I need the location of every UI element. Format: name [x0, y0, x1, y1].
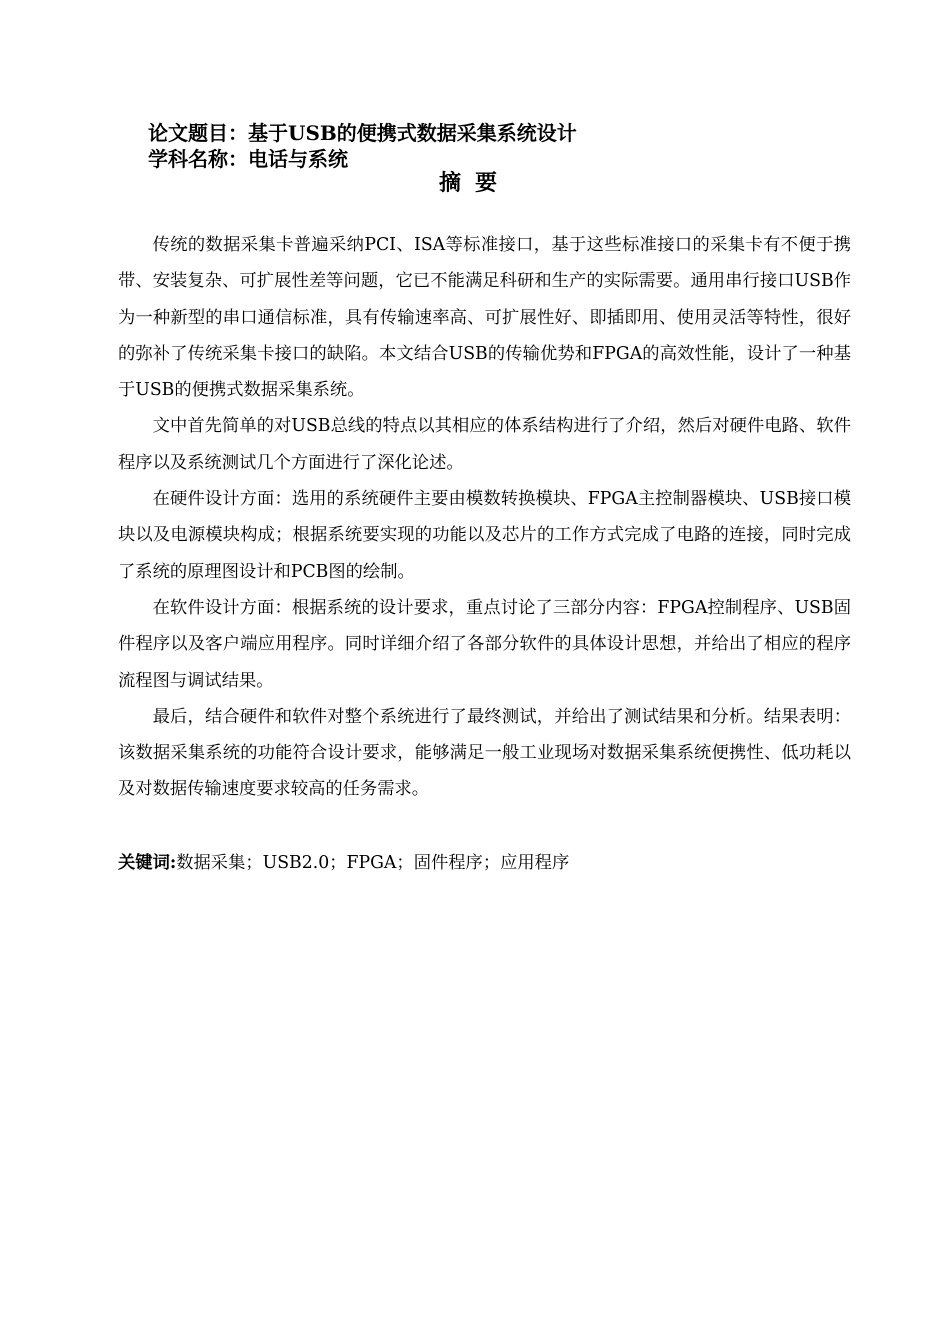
abstract-paragraph: 最后，结合硬件和软件对整个系统进行了最终测试，并给出了测试结果和分析。结果表明：该数据采集系统的功能符合设计要求，能够满足一般工业现场对数据采集系统便携性、低功耗以及对数据传输速度要求较高的任务需求。: [118, 706, 851, 800]
abstract-paragraph: 文中首先简单的对USB总线的特点以其相应的体系结构进行了介绍，然后对硬件电路、软件程序以及系统测试几个方面进行了深化论述。: [118, 416, 851, 473]
abstract-paragraph: 传统的数据采集卡普遍采纳PCI、ISA等标准接口，基于这些标准接口的采集卡有不便于携带、安装复杂、可扩展性差等问题，它已不能满足科研和生产的实际需要。通用串行接口USB作为一种新型的串口通信标准，具有传输速率高、可扩展性好、即插即用、使用灵活等特性，很好的弥补了传统采集卡接口的缺陷。本文结合USB的传输优势和FPGA的高效性能，设计了一种基于USB的便携式数据采集系统。: [118, 235, 851, 401]
abstract-heading: 摘要: [438, 170, 511, 196]
abstract-paragraph: 在软件设计方面：根据系统的设计要求，重点讨论了三部分内容：FPGA控制程序、USB固件程序以及客户端应用程序。同时详细介绍了各部分软件的具体设计思想，并给出了相应的程序流程图与调试结果。: [118, 597, 851, 691]
abstract-body: [118, 227, 851, 808]
keywords-line: [118, 848, 851, 878]
subject-name: 学科名称：电话与系统: [148, 147, 348, 171]
keywords-label: 关键词:: [118, 853, 177, 873]
keywords-text: 数据采集；USB2.0；FPGA；固件程序；应用程序: [176, 853, 570, 873]
thesis-meta: [148, 120, 848, 172]
thesis-title: 论文题目：基于USB的便携式数据采集系统设计: [148, 121, 577, 145]
abstract-paragraph: 在硬件设计方面：选用的系统硬件主要由模数转换模块、FPGA主控制器模块、USB接口模块以及电源模块构成；根据系统要实现的功能以及芯片的工作方式完成了电路的连接，同时完成了系统的原理图设计和PCB图的绘制。: [118, 489, 851, 582]
